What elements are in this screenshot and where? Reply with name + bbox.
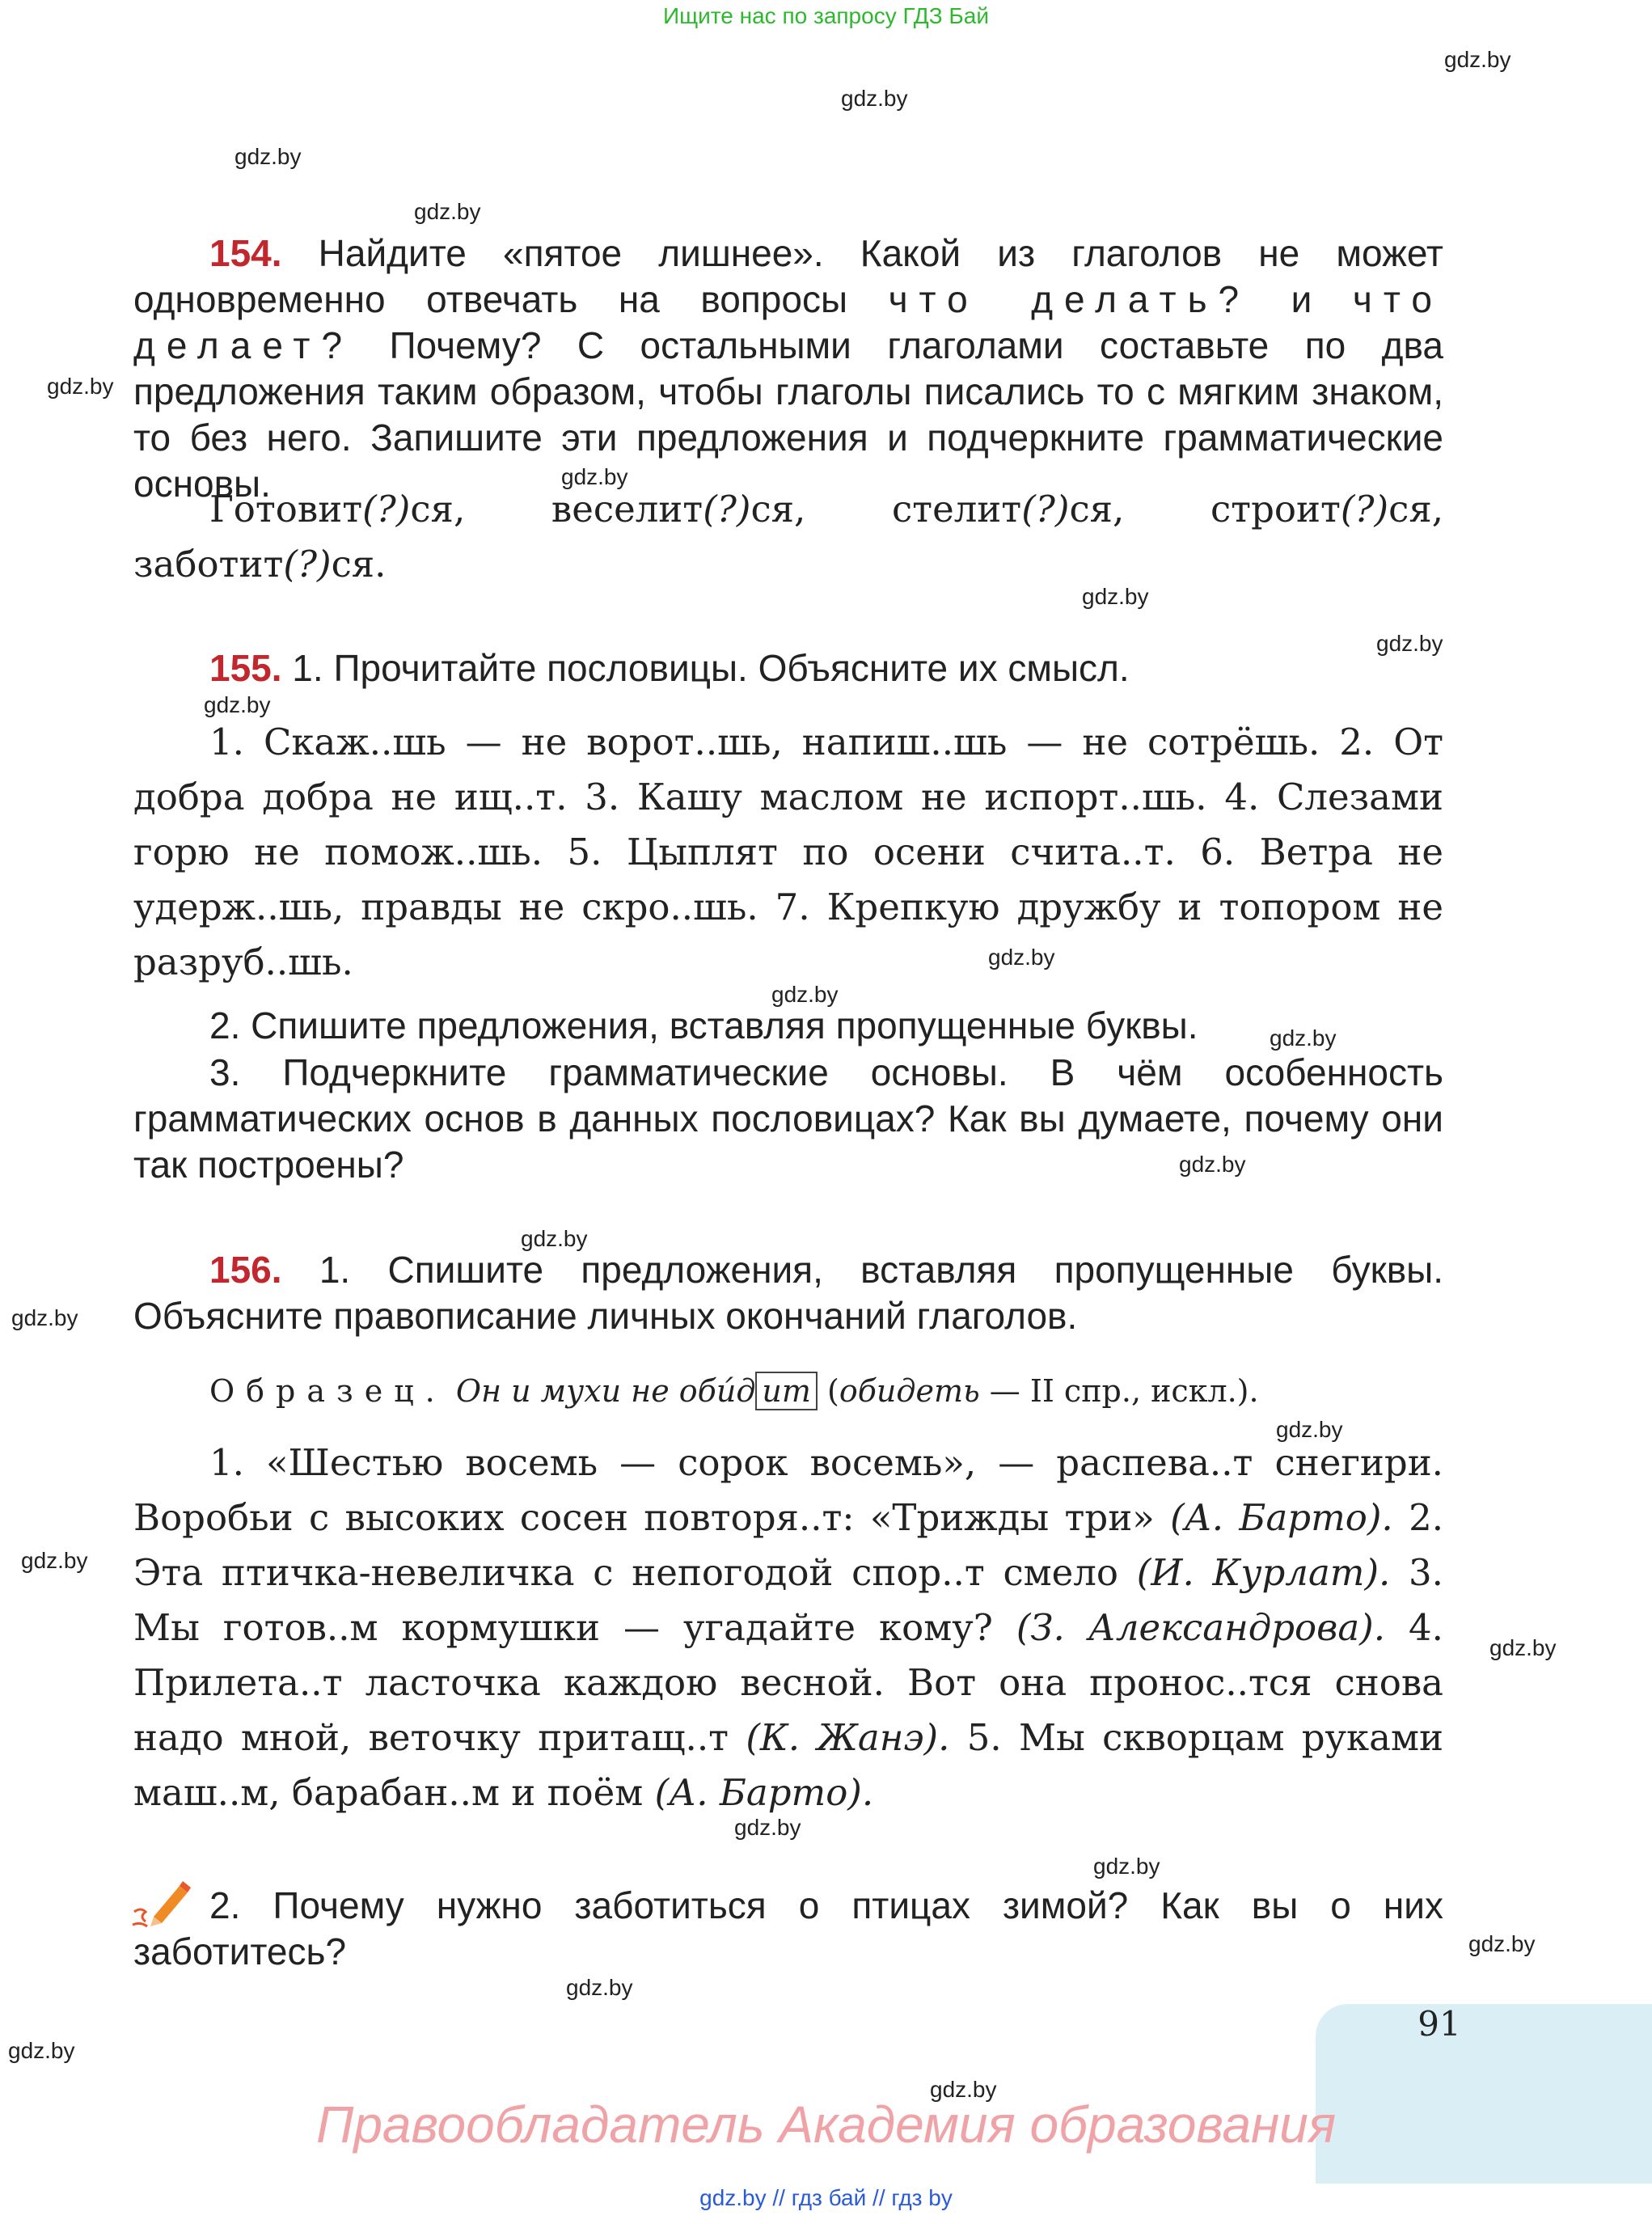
watermark: gdz.by [1444, 47, 1511, 72]
watermark: gdz.by [1082, 584, 1149, 609]
watermark: gdz.by [521, 1226, 588, 1251]
exercise-154-task: 154. Найдите «пятое лишнее». Какой из глаголов не может одновременно отвечать на вопросы что делать? и что делает? Почему? С остальными глаголами составьте по два предложения таким образом, чтобы глаголы писались то с мягким знаком, то без него. Запишите эти предложения и подчеркните грамматические основы. [133, 232, 1443, 505]
watermark: gdz.by [1276, 1417, 1343, 1442]
watermark: gdz.by [8, 2038, 75, 2063]
watermark: gdz.by [414, 199, 481, 224]
bottom-links[interactable]: gdz.by // гдз бай // гдз by [699, 2185, 953, 2210]
watermark: gdz.by [841, 86, 908, 111]
watermark: gdz.by [234, 144, 302, 169]
exercise-number: 154. [209, 232, 282, 274]
watermark: gdz.by [21, 1548, 88, 1573]
sample-label: Образец. [209, 1373, 446, 1409]
copyright-notice: Правообладатель Академия образования [315, 2095, 1337, 2154]
exercise-156-task2: 2. Почему нужно заботиться о птицах зимой? Как вы о них заботитесь? [133, 1884, 1443, 1972]
exercise-154-words: Готовит(?)ся, веселит(?)ся, стелит(?)ся, строит(?)ся, заботит(?)ся. [133, 488, 1444, 586]
exercise-155-task1: 155. 1. Прочитайте пословицы. Объясните их смысл. [209, 647, 1130, 689]
watermark: gdz.by [1489, 1635, 1557, 1660]
exercise-155-task3: 3. Подчеркните грамматические основы. В чём особенность грамматических основ в данных пословицах? Как вы думаете, почему они так построены? [133, 1051, 1443, 1186]
sample-ending-box: ит [755, 1372, 818, 1410]
exercise-number: 156. [209, 1249, 282, 1291]
exercise-156-sample: Образец. Он и мухи не оби́д ит (обидеть — II спр., искл.). [209, 1373, 1259, 1409]
watermark: gdz.by [1179, 1152, 1246, 1177]
watermark: gdz.by [771, 982, 839, 1007]
search-banner: Ищите нас по запросу ГДЗ Бай [662, 3, 990, 28]
watermark: gdz.by [11, 1305, 78, 1330]
watermark: gdz.by [1376, 631, 1443, 656]
watermark: gdz.by [1468, 1931, 1536, 1956]
exercise-155-task2: 2. Спишите предложения, вставляя пропущенные буквы. [209, 1004, 1198, 1046]
watermark: gdz.by [204, 692, 271, 717]
exercise-number: 155. [209, 647, 282, 689]
page-number: 91 [1418, 2004, 1461, 2044]
watermark: gdz.by [1093, 1854, 1160, 1879]
watermark: gdz.by [561, 464, 628, 489]
exercise-156-sentences: 1. «Шестью восемь — сорок восемь», — распева..т снегири. Воробьи с высоких сосен повторя..т: «Трижды три» (А. Барто). 2. Эта птичка-невеличка с непогодой спор..т смело (И. Курлат). 3. Мы готов..м кормушки — угадайте кому? (З. Александрова). 4. Прилета..т ласточка каждою весной. Вот она пронос..тся снова надо мной, веточку притащ..т (К. Жанэ). 5. Мы скворцам руками маш..м, барабан..м и поём (А. Барто). [133, 1441, 1443, 1814]
watermark: gdz.by [1270, 1025, 1337, 1051]
exercise-155-proverbs: 1. Скаж..шь — не ворот..шь, напиш..шь — не сотрёшь. 2. От добра добра не ищ..т. 3. Кашу маслом не испорт..шь. 4. Слезами горю не помож..шь. 5. Цыплят по осени счита..т. 6. Ветра не удерж..шь, правды не скро..шь. 7. Крепкую дружбу и топором не разруб..шь. [133, 721, 1443, 983]
watermark: gdz.by [566, 1975, 633, 2000]
watermark: gdz.by [988, 945, 1055, 970]
watermark: gdz.by [930, 2077, 997, 2102]
exercise-156-task1: 156. 1. Спишите предложения, вставляя пропущенные буквы. Объясните правописание личных окончаний глаголов. [133, 1249, 1443, 1337]
watermark: gdz.by [47, 374, 114, 399]
watermark: gdz.by [734, 1815, 801, 1840]
